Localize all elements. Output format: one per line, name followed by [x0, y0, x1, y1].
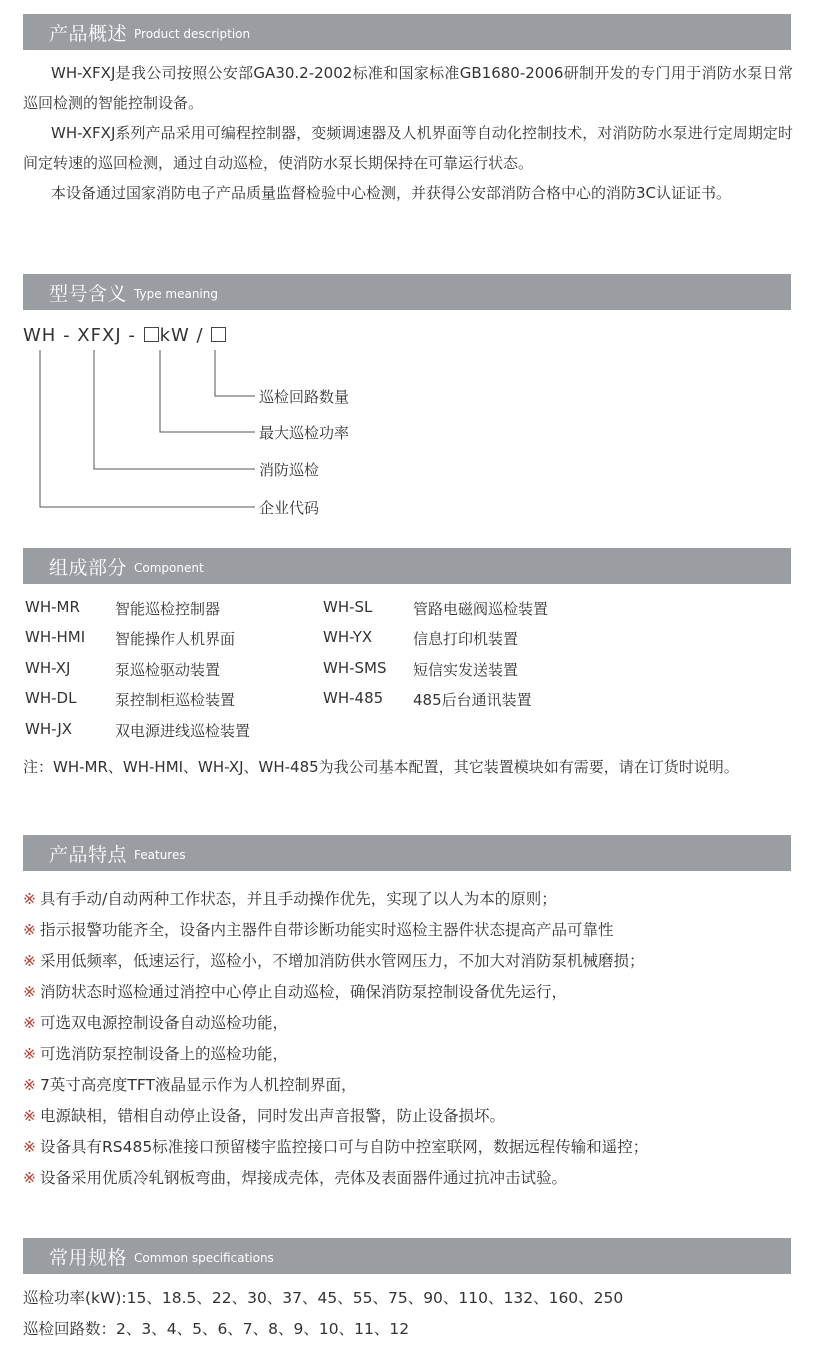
legend-line-loops [215, 350, 255, 396]
reference-mark-icon: ※ [23, 1169, 36, 1187]
feature-item [23, 1163, 648, 1194]
legend-line-inspection [94, 350, 255, 469]
reference-mark-icon: ※ [23, 1045, 36, 1063]
component-name: 泵巡检驱动装置 [115, 661, 221, 679]
feature-text: 设备采用优质冷轧钢板弯曲，焊接成壳体，壳体及表面器件通过抗冲击试验。 [40, 1169, 568, 1187]
component-name: 智能操作人机界面 [115, 630, 236, 648]
model-separator: - [121, 325, 143, 346]
feature-item [23, 977, 648, 1008]
component-code: WH-SMS [323, 659, 387, 677]
feature-text: 可选双电源控制设备自动巡检功能， [40, 1014, 289, 1032]
component-code: WH-XJ [25, 659, 71, 677]
section-header-component [23, 548, 791, 584]
description-paragraph: WH-XFXJ是我公司按照公安部GA30.2-2002标准和国家标准GB1680-2006研制开发的专门用于消防水泵日常巡回检测的智能控制设备。 [23, 64, 793, 112]
section-title-cn: 型号含义 [49, 282, 128, 305]
section-title-cn: 组成部分 [49, 556, 128, 579]
feature-text: 电源缺相，错相自动停止设备，同时发出声音报警，防止设备损坏。 [40, 1107, 506, 1125]
reference-mark-icon: ※ [23, 890, 36, 908]
model-separator: - [56, 325, 78, 346]
legend-label-inspection: 消防巡检 [259, 461, 320, 479]
model-power-unit: kW [159, 325, 190, 346]
reference-mark-icon: ※ [23, 1014, 36, 1032]
model-legend-lines [0, 0, 837, 540]
section-title-en: Product description [134, 26, 251, 41]
description-paragraph: 本设备通过国家消防电子产品质量监督检验中心检测，并获得公安部消防合格中心的消防3C认证证书。 [51, 184, 732, 202]
model-slash: / [189, 325, 211, 346]
legend-line-power [160, 350, 255, 432]
spec-power-list: 巡检功率(kW):15、18.5、22、30、37、45、55、75、90、110、132、160、250 [23, 1289, 624, 1307]
feature-text: 可选消防泵控制设备上的巡检功能， [40, 1045, 289, 1063]
feature-item [23, 884, 648, 915]
component-code: WH-YX [323, 628, 373, 646]
component-code: WH-485 [323, 689, 384, 707]
component-name: 智能巡检控制器 [115, 600, 221, 618]
feature-text: 采用低频率，低速运行，巡检小，不增加消防供水管网压力，不加大对消防泵机械磨损； [40, 952, 645, 970]
section-header-features [23, 835, 791, 871]
reference-mark-icon: ※ [23, 1107, 36, 1125]
component-code: WH-HMI [25, 628, 86, 646]
section-title-en: Component [134, 560, 204, 575]
component-code: WH-JX [25, 720, 73, 738]
reference-mark-icon: ※ [23, 921, 36, 939]
model-series: XFXJ [77, 325, 122, 346]
feature-item [23, 1008, 648, 1039]
reference-mark-icon: ※ [23, 952, 36, 970]
section-title-cn: 产品特点 [49, 843, 128, 866]
legend-label-power: 最大巡检功率 [259, 424, 350, 442]
description-paragraph: WH-XFXJ系列产品采用可编程控制器，变频调速器及人机界面等自动化控制技术，对消防防水泵进行定周期定时间定转速的巡回检测，通过自动巡检，使消防水泵长期保持在可靠运行状态。 [23, 124, 793, 172]
legend-line-company [40, 350, 255, 507]
component-name: 485后台通讯装置 [413, 691, 532, 709]
feature-item [23, 1070, 648, 1101]
section-title-cn: 产品概述 [49, 22, 128, 45]
feature-item [23, 946, 648, 977]
model-prefix: WH [23, 325, 57, 346]
feature-text: 指示报警功能齐全，设备内主器件自带诊断功能实时巡检主器件状态提高产品可靠性 [40, 921, 614, 939]
feature-text: 具有手动/自动两种工作状态，并且手动操作优先，实现了以人为本的原则； [40, 890, 557, 908]
feature-item [23, 915, 648, 946]
feature-item [23, 1101, 648, 1132]
component-name: 泵控制柜巡检装置 [115, 691, 236, 709]
section-title-en: Common specifications [134, 1250, 274, 1265]
component-name: 双电源进线巡检装置 [115, 722, 251, 740]
legend-label-company: 企业代码 [259, 499, 320, 517]
component-name: 信息打印机装置 [413, 630, 519, 648]
component-code: WH-SL [323, 598, 373, 616]
feature-item [23, 1039, 648, 1070]
section-title-cn: 常用规格 [49, 1246, 128, 1269]
component-code: WH-DL [25, 689, 77, 707]
spec-loop-list: 巡检回路数：2、3、4、5、6、7、8、9、10、11、12 [23, 1320, 410, 1338]
section-header-specs [23, 1238, 791, 1274]
section-title-en: Type meaning [134, 286, 218, 301]
component-name: 管路电磁阀巡检装置 [413, 600, 549, 618]
reference-mark-icon: ※ [23, 1076, 36, 1094]
feature-text: 设备具有RS485标准接口预留楼宇监控接口可与自防中控室联网，数据远程传输和遥控； [40, 1138, 649, 1156]
reference-mark-icon: ※ [23, 983, 36, 1001]
component-note: 注：WH-MR、WH-HMI、WH-XJ、WH-485为我公司基本配置，其它装置模块如有需要，请在订货时说明。 [23, 758, 739, 776]
feature-text: 7英寸高亮度TFT液晶显示作为人机控制界面， [40, 1076, 357, 1094]
component-name: 短信实发送装置 [413, 661, 519, 679]
section-title-en: Features [134, 847, 186, 862]
component-code: WH-MR [25, 598, 80, 616]
legend-label-loops: 巡检回路数量 [259, 388, 350, 406]
feature-item [23, 1132, 648, 1163]
reference-mark-icon: ※ [23, 1138, 36, 1156]
feature-list [23, 884, 648, 1194]
feature-text: 消防状态时巡检通过消控中心停止自动巡检，确保消防泵控制设备优先运行， [40, 983, 568, 1001]
